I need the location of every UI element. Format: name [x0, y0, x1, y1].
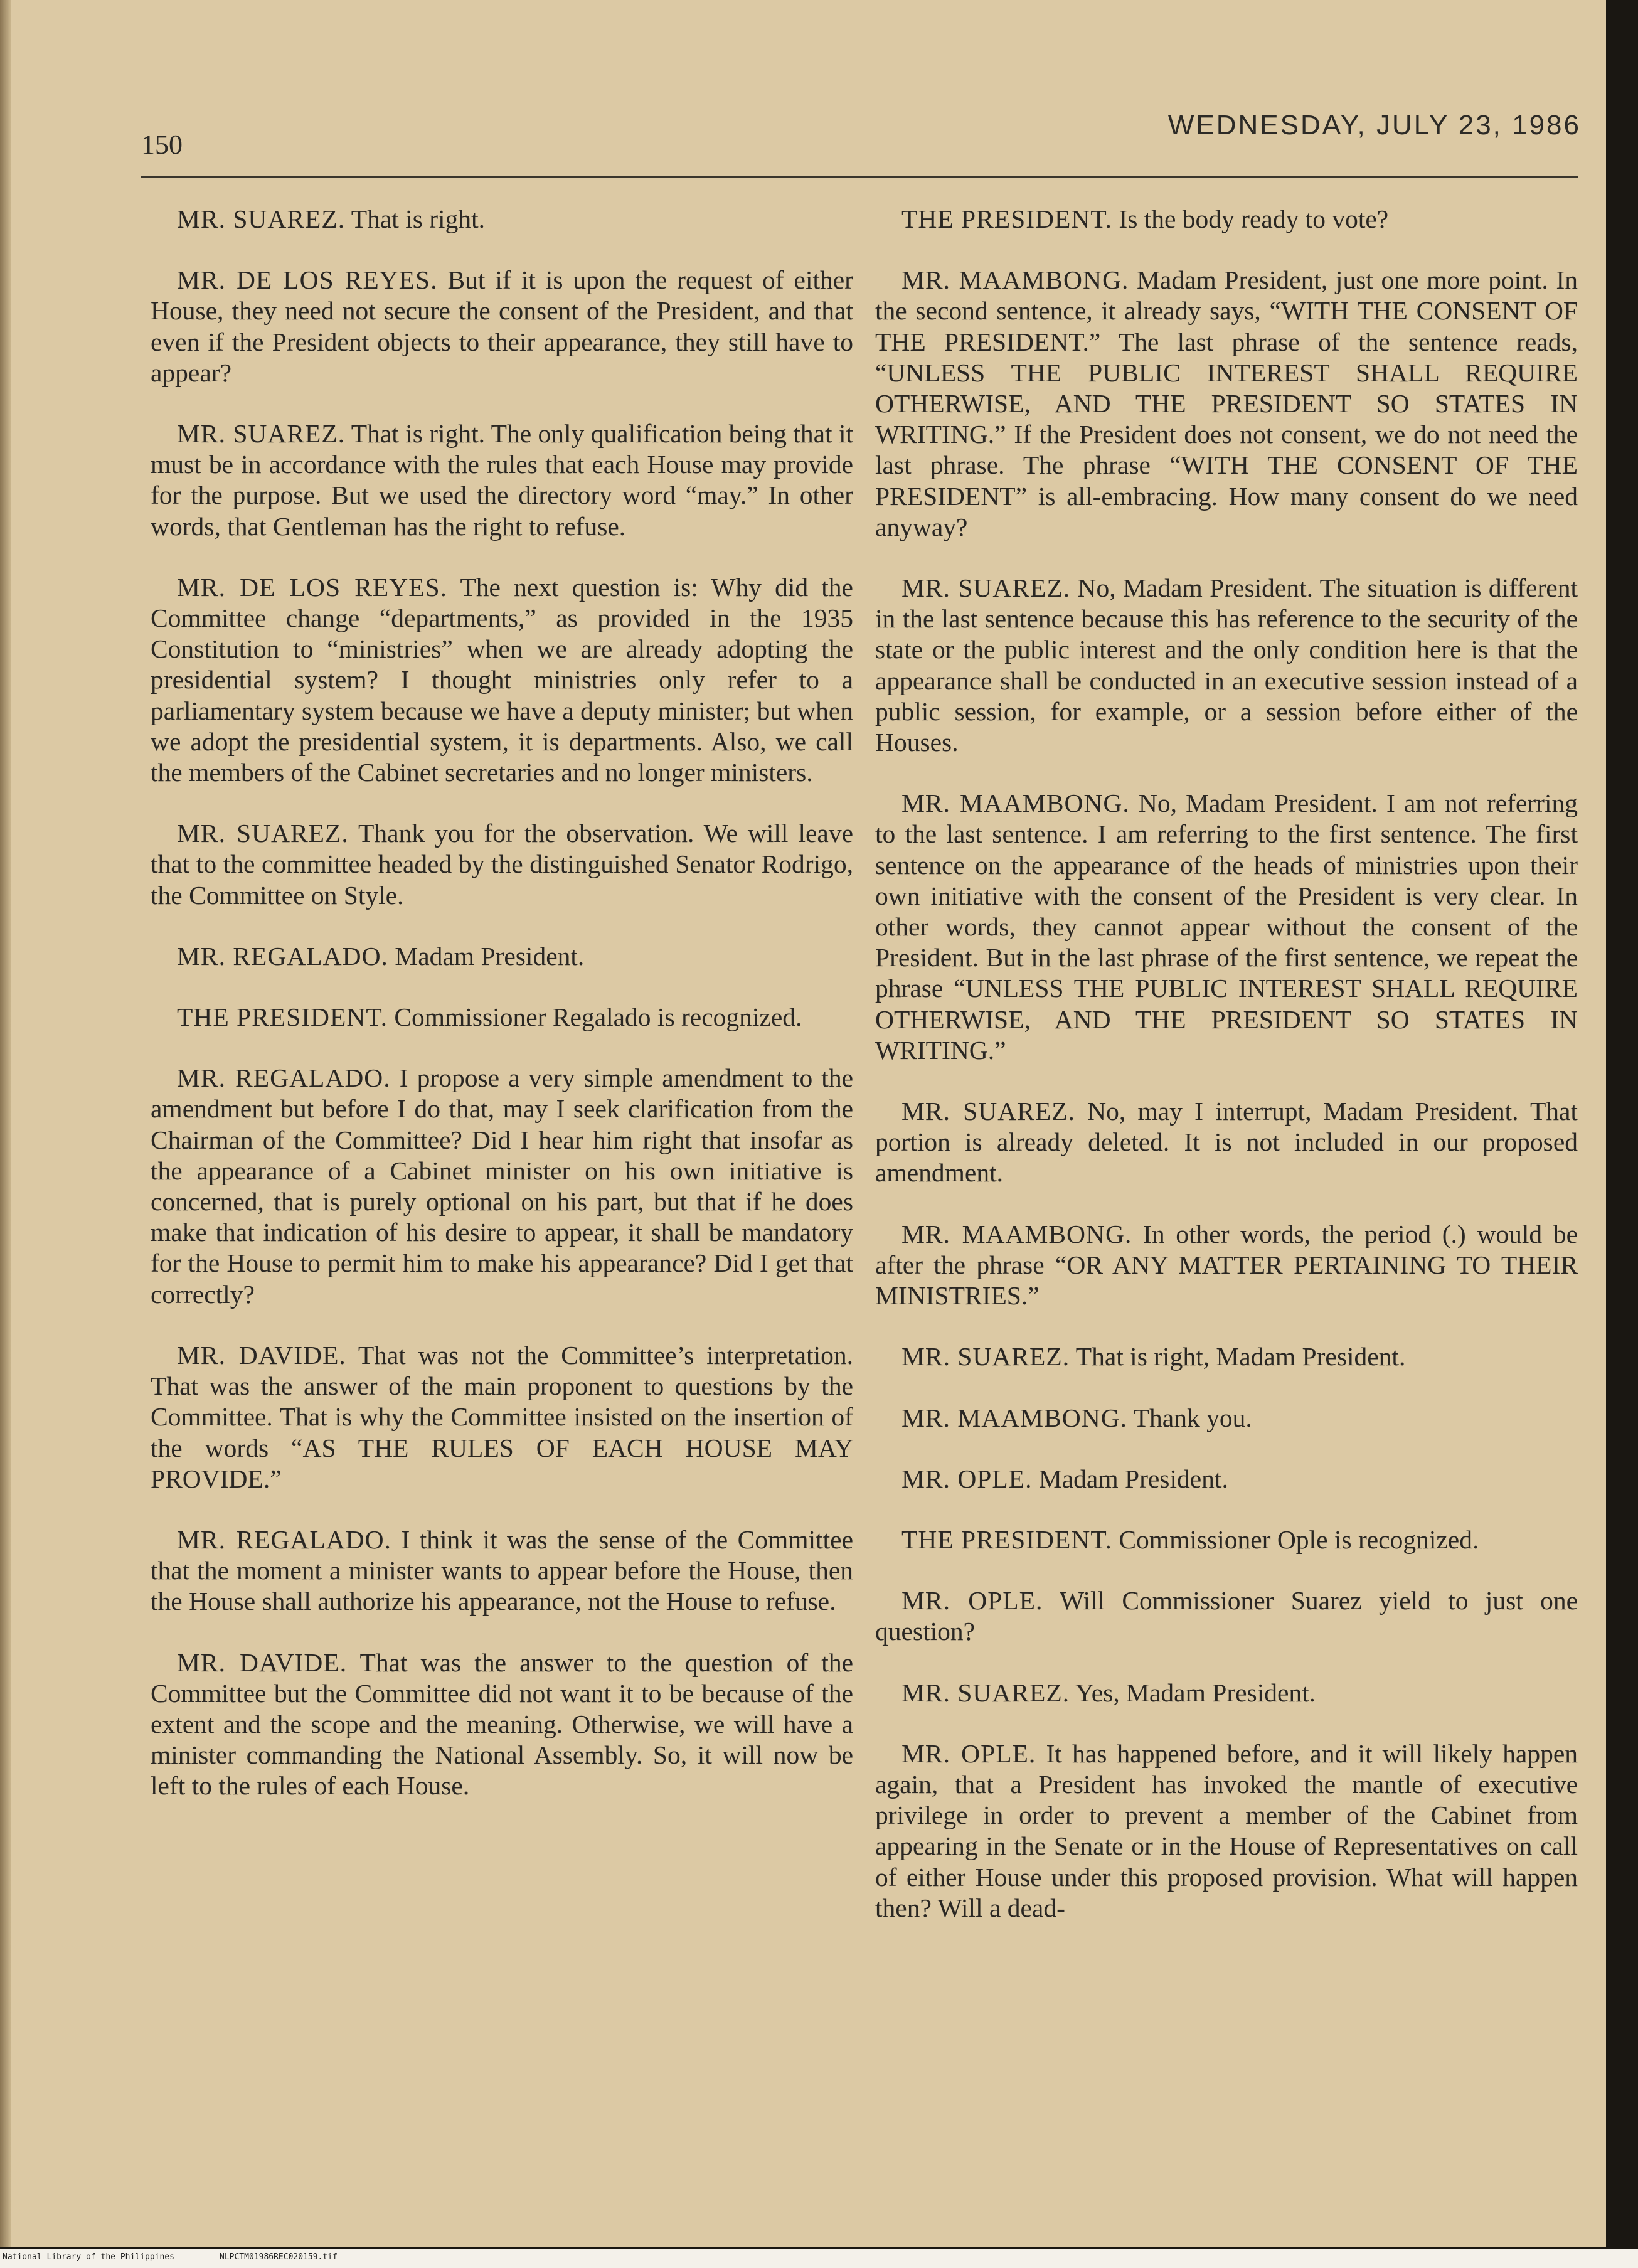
speech-text: Commissioner Regalado is recognized.: [394, 1003, 802, 1032]
speech-text: Madam President.: [1038, 1464, 1228, 1493]
speaker-name: MR. SUAREZ.: [177, 205, 346, 233]
header-rule: [141, 176, 1578, 178]
speaker-name: MR. REGALADO.: [177, 1525, 392, 1554]
speaker-name: THE PRESIDENT.: [901, 1525, 1112, 1554]
speech-text: No, Madam President. The situation is different in the last sentence because this has reference to the security of the state or the public interest and the only condition here is that the appearance shall be conducted in an executive session instead of a public session, for example, or a session before either of the Houses.: [875, 573, 1578, 757]
transcript-paragraph: [151, 418, 853, 542]
speech-text: Is the body ready to vote?: [1119, 205, 1389, 233]
session-date: WEDNESDAY, JULY 23, 1986: [1167, 110, 1581, 141]
page-binding-shadow: [0, 0, 11, 2247]
speaker-name: MR. OPLE.: [901, 1464, 1033, 1493]
transcript-paragraph: [151, 204, 853, 235]
speech-text: I propose a very simple amendment to the amendment but before I do that, may I seek clarification from the Chairman of the Committee? Did I hear him right that insofar as the appearance of a Cabinet minister on his own initiative is concerned, that is purely optional on his part, but that if he does make that indication of his desire to appear, it shall be mandatory for the House to permit him to make his appearance? Did I get that correctly?: [151, 1063, 854, 1309]
speech-text: Thank you for the observation. We will leave that to the committee headed by the distinguished Senator Rodrigo, the Committee on Style.: [151, 819, 853, 910]
speech-text: That is right. The only qualification being that it must be in accordance with the rules that each House may provide for the purpose. But we used the directory word “may.” In other words, that Gentleman has the right to refuse.: [151, 419, 854, 541]
page-header: [141, 110, 1606, 179]
speech-text: That is right, Madam President.: [1075, 1342, 1406, 1371]
speech-text: It has happened before, and it will likely happen again, that a President has invoked the mantle of executive privilege in order to prevent a member of the Cabinet from appearing in the Senate or in the House of Representatives on call of either House under this proposed provision. What will happen then? Will a dead-: [875, 1738, 1578, 1922]
speech-text: The next question is: Why did the Committee change “departments,” as provided in the 1935 Constitution to “ministries” when we are already adopting the presidential system? I thought ministries only refer to a parliamentary system because we have a deputy minister; but when we adopt the presidential system, it is departments. Also, we call the members of the Cabinet secretaries and no longer ministers.: [151, 572, 853, 787]
footer-file-name: NLPCTM01986REC020159.tif: [220, 2252, 338, 2262]
speech-text: No, Madam President. I am not referring to the last sentence. I am referring to the first sentence. The first sentence on the appearance of the heads of ministries upon their own initiative with the consent of the President is very clear. In other words, they cannot appear without the consent of the President. But in the last phrase of the first sentence, we repeat the phrase “UNLESS THE PUBLIC INTEREST SHALL REQUIRE OTHERWISE, AND THE PRESIDENT SO STATES IN WRITING.”: [875, 789, 1578, 1065]
speaker-name: MR. OPLE.: [901, 1738, 1036, 1768]
transcript-paragraph: [875, 265, 1578, 543]
transcript-paragraph: [151, 1648, 853, 1802]
speech-text: That was not the Committee’s interpretation. That was the answer of the main proponent to questions by the Committee. That is why the Committee insisted on the insertion of the words “AS THE RULES OF EACH HOUSE MAY PROVIDE.”: [151, 1340, 853, 1493]
speaker-name: MR. SUAREZ.: [901, 1342, 1070, 1371]
page-number: 150: [141, 129, 183, 160]
right-column: [875, 204, 1578, 1954]
transcript-paragraph: [151, 818, 853, 911]
speaker-name: MR. MAAMBONG.: [901, 1219, 1132, 1248]
transcript-paragraph: [875, 1738, 1578, 1924]
speaker-name: MR. SUAREZ.: [177, 819, 349, 848]
speaker-name: MR. MAAMBONG.: [901, 265, 1129, 295]
speaker-name: MR. DAVIDE.: [177, 1648, 348, 1677]
scan-footer: [0, 2249, 1638, 2268]
speech-text: That was the answer to the question of the Committee but the Committee did not want it to be because of the extent and the scope and the meaning. Otherwise, we will have a minister commanding the National Assembly. So, it will now be left to the rules of each House.: [151, 1648, 853, 1801]
speech-text: But if it is upon the request of either House, they need not secure the consent of the President, and that even if the President objects to their appearance, they still have to appear?: [151, 265, 853, 387]
transcript-paragraph: [875, 204, 1578, 235]
transcript-paragraph: [151, 1340, 853, 1494]
transcript-paragraph: [875, 1464, 1578, 1494]
transcript-paragraph: [151, 1525, 853, 1617]
transcript-paragraph: [875, 1096, 1578, 1189]
transcript-paragraph: [151, 941, 853, 972]
transcript-paragraph: [875, 1525, 1578, 1555]
speech-text: Thank you.: [1133, 1403, 1252, 1432]
speaker-name: MR. SUAREZ.: [901, 573, 1071, 603]
footer-library-name: National Library of the Philippines: [3, 2252, 174, 2262]
transcript-paragraph: [875, 1341, 1578, 1372]
speech-text: No, may I interrupt, Madam President. That portion is already deleted. It is not included in our proposed amendment.: [875, 1097, 1578, 1188]
speech-text: Commissioner Ople is recognized.: [1119, 1525, 1479, 1554]
transcript-paragraph: [875, 1585, 1578, 1647]
left-column: [151, 204, 853, 1832]
transcript-paragraph: [875, 573, 1578, 758]
speaker-name: THE PRESIDENT.: [177, 1003, 388, 1032]
transcript-paragraph: [875, 1678, 1578, 1708]
transcript-paragraph: [151, 1002, 853, 1033]
speaker-name: MR. DE LOS REYES.: [177, 265, 438, 295]
transcript-paragraph: [875, 1219, 1578, 1312]
speaker-name: MR. OPLE.: [901, 1586, 1043, 1616]
speaker-name: MR. MAAMBONG.: [901, 1403, 1128, 1432]
speech-text: I think it was the sense of the Committee that the moment a minister wants to appear before the House, then the House shall authorize his appearance, not the House to refuse.: [151, 1525, 854, 1616]
speaker-name: MR. DAVIDE.: [177, 1340, 346, 1370]
speech-text: Madam President, just one more point. In the second sentence, it already says, “WITH THE CONSENT OF THE PRESIDENT.” The last phrase of the sentence reads, “UNLESS THE PUBLIC INTEREST SHALL REQUIRE OTHERWISE, AND THE PRESIDENT SO STATES IN WRITING.” If the President does not consent, we do not need the last phrase. The phrase “WITH THE CONSENT OF THE PRESIDENT” is all-embracing. How many consent do we need anyway?: [875, 265, 1578, 541]
speaker-name: MR. DE LOS REYES.: [177, 572, 448, 602]
speaker-name: THE PRESIDENT.: [901, 205, 1112, 233]
speaker-name: MR. SUAREZ.: [901, 1097, 1075, 1126]
transcript-paragraph: [151, 572, 853, 788]
transcript-paragraph: [875, 1403, 1578, 1434]
speech-text: In other words, the period (.) would be after the phrase “OR ANY MATTER PERTAINING TO THEIR MINISTRIES.”: [875, 1219, 1578, 1311]
speech-text: Madam President.: [395, 941, 585, 971]
speech-text: Will Commissioner Suarez yield to just one question?: [875, 1586, 1578, 1646]
speech-text: Yes, Madam President.: [1075, 1678, 1316, 1707]
transcript-paragraph: [875, 788, 1578, 1066]
speaker-name: MR. REGALADO.: [177, 1063, 391, 1093]
speaker-name: MR. MAAMBONG.: [901, 789, 1130, 818]
transcript-paragraph: [151, 265, 853, 388]
speaker-name: MR. SUAREZ.: [177, 419, 346, 449]
speaker-name: MR. REGALADO.: [177, 941, 388, 971]
speech-text: That is right.: [351, 205, 485, 233]
transcript-paragraph: [151, 1063, 853, 1310]
speaker-name: MR. SUAREZ.: [901, 1678, 1070, 1707]
